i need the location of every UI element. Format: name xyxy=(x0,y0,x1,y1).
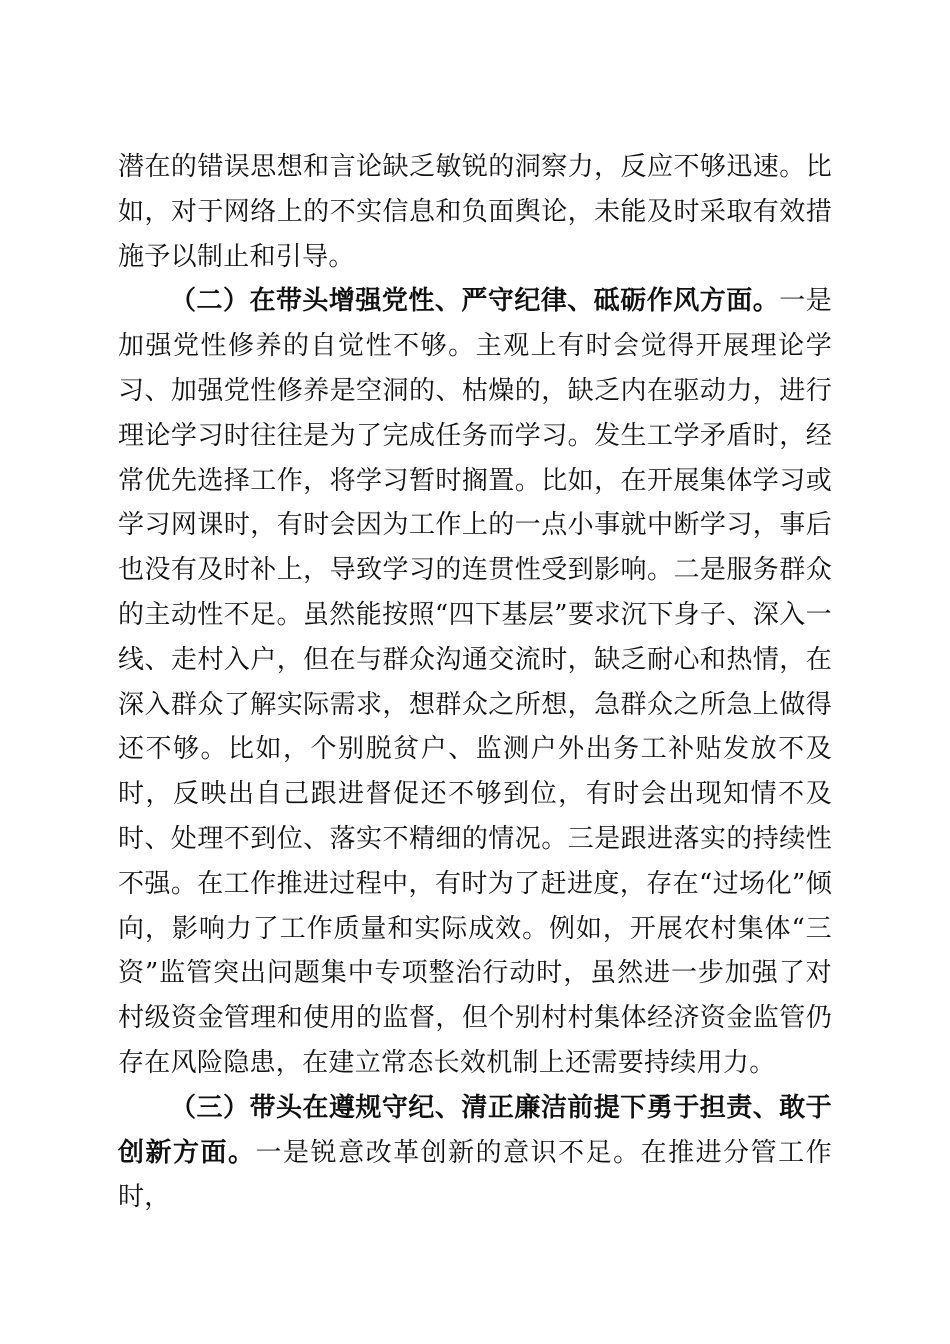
paragraph-section-two xyxy=(118,279,832,1085)
paragraph-continuation xyxy=(118,145,832,279)
document-page xyxy=(118,145,832,1220)
paragraph-body: 一是加强党性修养的自觉性不够。主观上有时会觉得开展理论学习、加强党性修养是空洞的、枯燥的，缺乏内在驱动力，进行理论学习时往往是为了完成任务而学习。发生工学矛盾时，经常优先选择工作，将学习暂时搁置。比如，在开展集体学习或学习网课时，有时会因为工作上的一点小事就中断学习，事后也没有及时补上，导致学习的连贯性受到影响。二是服务群众的主动性不足。虽然能按照“四下基层”要求沉下身子、深入一线、走村入户，但在与群众沟通交流时，缺乏耐心和热情，在深入群众了解实际需求，想群众之所想，急群众之所急上做得还不够。比如，个别脱贫户、监测户外出务工补贴发放不及时，反映出自己跟进督促还不够到位，有时会出现知情不及时、处理不到位、落实不精细的情况。三是跟进落实的持续性不强。在工作推进过程中，有时为了赶进度，存在“过场化”倾向，影响力了工作质量和实际成效。例如，开展农村集体“三资”监管突出问题集中专项整治行动时，虽然进一步加强了对村级资金管理和使用的监督，但个别村村集体经济资金监管仍存在风险隐患，在建立常态长效机制上还需要持续用力。 xyxy=(118,286,833,1078)
paragraph-section-three xyxy=(118,1086,832,1220)
paragraph-body: 潜在的错误思想和言论缺乏敏锐的洞察力，反应不够迅速。比如，对于网络上的不实信息和负面舆论，未能及时采取有效措施予以制止和引导。 xyxy=(118,152,832,272)
section-heading: （二）在带头增强党性、严守纪律、砥砺作风方面。 xyxy=(170,286,780,317)
paragraph-body: 一是锐意改革创新的意识不足。在推进分管工作时， xyxy=(118,1137,832,1213)
section-heading: （三）带头在遵规守纪、清正廉洁前提下勇于担责、敢于创新方面。 xyxy=(118,1092,832,1168)
